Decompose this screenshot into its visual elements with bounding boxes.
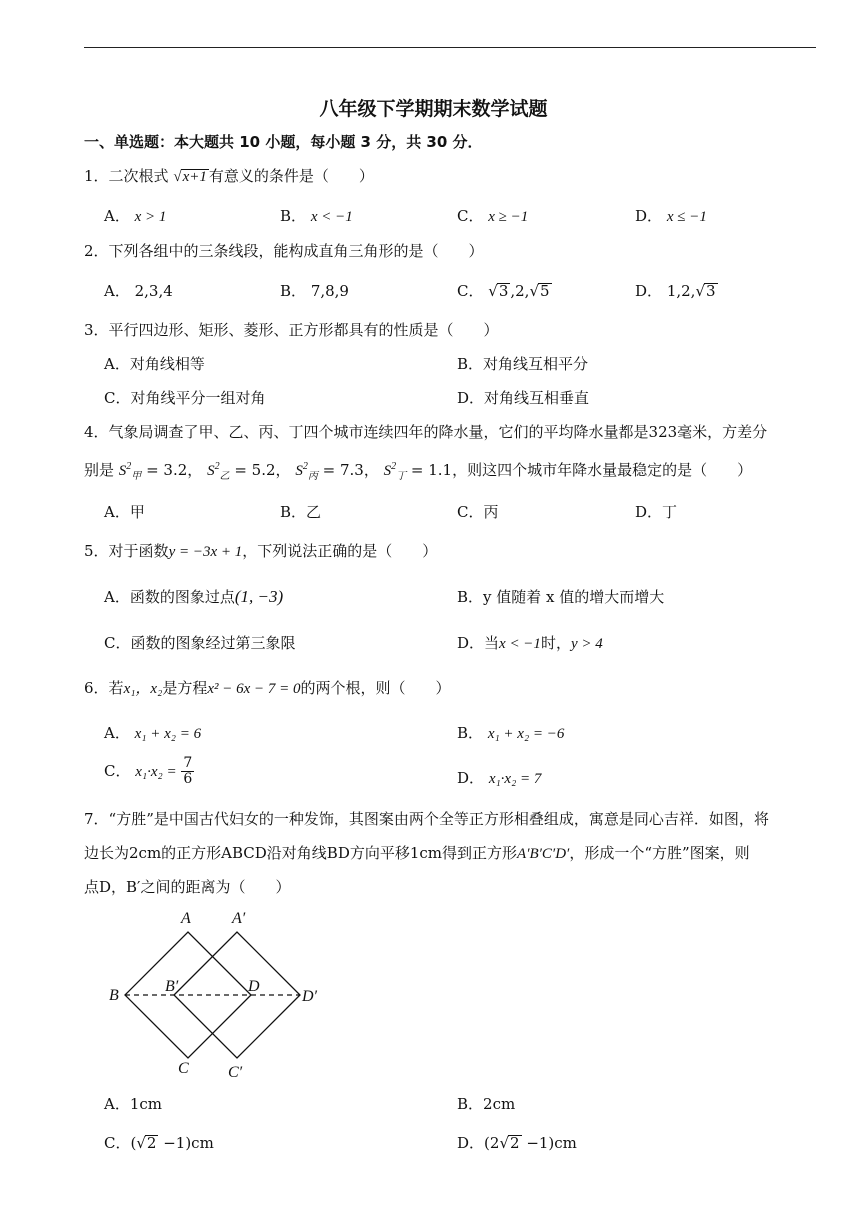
question-2: 2．下列各组中的三条线段，能构成直角三角形的是（ ） bbox=[84, 242, 484, 260]
q7-option-b[interactable]: B．2cm bbox=[457, 1095, 516, 1113]
question-7-line-3: 点D，B′之间的距离为（ ） bbox=[84, 878, 291, 896]
q7-option-c[interactable]: C．(√2 −1)cm bbox=[104, 1134, 214, 1152]
label-b: B bbox=[109, 987, 119, 1004]
q2-option-b[interactable]: B． 7,8,9 bbox=[280, 282, 349, 300]
q4-option-a[interactable]: A．甲 bbox=[104, 503, 145, 521]
q2-option-a[interactable]: A． 2,3,4 bbox=[104, 282, 173, 300]
q2-option-c[interactable]: C． √3 ,2,√5 bbox=[457, 282, 550, 300]
page-title: 八年级下学期期末数学试题 bbox=[319, 98, 548, 120]
question-7: 7．“方胜”是中国古代妇女的一种发饰，其图案由两个全等正方形相叠组成，寓意是同心吉祥．如图，将 bbox=[84, 810, 769, 828]
q5-option-b[interactable]: B．y 值随着 x 值的增大而增大 bbox=[457, 588, 665, 606]
question-7-line-2: 边长为2cm的正方形ABCD沿对角线BD方向平移1cm得到正方形A′B′C′D′，形成一个“方胜”图案，则 bbox=[84, 844, 750, 862]
q6-option-a[interactable]: A． x₁ + x₂ = 6 bbox=[104, 724, 202, 742]
q4-option-d[interactable]: D．丁 bbox=[635, 503, 678, 521]
q1-option-c[interactable]: C． x ≥ −1 bbox=[457, 207, 529, 225]
question-1 bbox=[84, 165, 374, 186]
question-text: 二次根式 bbox=[108, 167, 169, 185]
q5-option-c[interactable]: C．函数的图象经过第三象限 bbox=[104, 634, 296, 652]
q3-option-a[interactable]: A．对角线相等 bbox=[104, 355, 205, 373]
q5-option-d[interactable]: D．当x < −1时，y > 4 bbox=[457, 634, 603, 652]
q6-option-d[interactable]: D． x₁·x₂ = 7 bbox=[457, 769, 542, 787]
question-number: 1． bbox=[84, 167, 109, 185]
q1-option-d[interactable]: D． x ≤ −1 bbox=[635, 207, 707, 225]
label-a: A bbox=[181, 910, 191, 927]
question-5: 5．对于函数y = −3x + 1，下列说法正确的是（ ） bbox=[84, 542, 438, 560]
q3-option-c[interactable]: C．对角线平分一组对角 bbox=[104, 389, 266, 407]
q6-option-b[interactable]: B． x₁ + x₂ = −6 bbox=[457, 724, 565, 742]
radical-expression: √x+1 bbox=[173, 169, 207, 185]
fangsheng-figure bbox=[100, 905, 330, 1085]
question-4: 4．气象局调查了甲、乙、丙、丁四个城市连续四年的降水量，它们的平均降水量都是323毫米，方差分 bbox=[84, 423, 768, 441]
q5-option-a[interactable]: A．函数的图象过点(1, −3) bbox=[104, 587, 284, 606]
header-rule bbox=[84, 47, 816, 48]
q6-option-c[interactable]: C． x₁·x₂ = $\frac{7}{6}$ bbox=[104, 755, 193, 788]
question-6: 6．若x₁，x₂是方程x² − 6x − 7 = 0的两个根，则（ ） bbox=[84, 679, 451, 697]
question-text: 有意义的条件是（ ） bbox=[208, 167, 374, 185]
section-heading: 一、单选题：本大题共 10 小题，每小题 3 分，共 30 分． bbox=[84, 133, 483, 151]
q4-option-b[interactable]: B．乙 bbox=[280, 503, 322, 521]
q3-option-d[interactable]: D．对角线互相垂直 bbox=[457, 389, 590, 407]
label-d: D bbox=[248, 978, 260, 995]
q4-option-c[interactable]: C．丙 bbox=[457, 503, 499, 521]
q7-option-a[interactable]: A．1cm bbox=[104, 1095, 163, 1113]
q1-option-a[interactable]: A． x > 1 bbox=[104, 207, 167, 225]
label-a-prime: A′ bbox=[232, 910, 246, 927]
q1-option-b[interactable]: B． x < −1 bbox=[280, 207, 353, 225]
label-b-prime: B′ bbox=[165, 978, 179, 995]
q3-option-b[interactable]: B．对角线互相平分 bbox=[457, 355, 589, 373]
label-c-prime: C′ bbox=[228, 1064, 243, 1081]
question-3: 3．平行四边形、矩形、菱形、正方形都具有的性质是（ ） bbox=[84, 321, 499, 339]
question-4-line-2: 别是 $S^2_甲 = 3.2$， $S^2_乙 = 5.2$， $S^2_丙 = 7.3$， $S^2_丁 = 1.1$，则这四个城市年降水量最稳定的是（ ） bbox=[84, 461, 753, 482]
q2-option-d[interactable]: D． 1,2,√3 bbox=[635, 282, 716, 300]
q7-option-d[interactable]: D．(2√2 −1)cm bbox=[457, 1134, 577, 1152]
label-c: C bbox=[178, 1060, 189, 1077]
label-d-prime: D′ bbox=[302, 988, 318, 1005]
